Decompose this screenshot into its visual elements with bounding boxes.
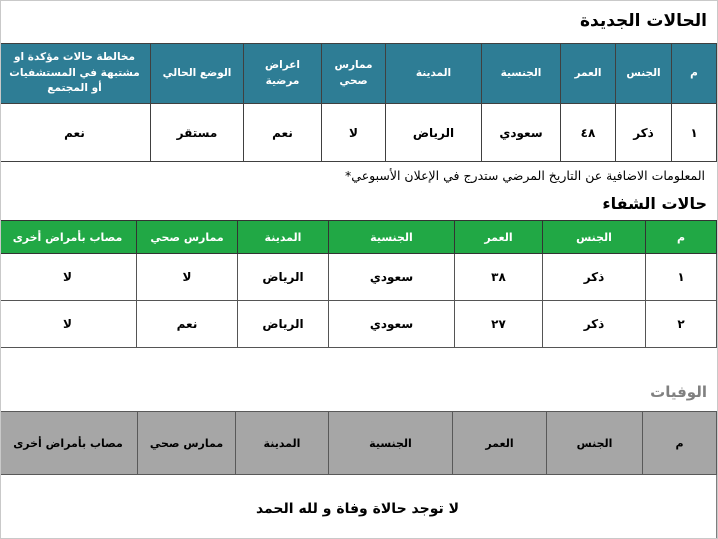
header-cell-serial: م [672, 44, 717, 104]
recoveries-row [0, 254, 717, 301]
header-cell-city: المدينة [386, 44, 482, 104]
cell-nationality: سعودي [329, 254, 455, 301]
cell-gender: ذكر [543, 301, 646, 348]
new-cases-row [0, 104, 717, 162]
cell-age: ٢٧ [455, 301, 543, 348]
header-cell-health-worker: ممارس صحي [137, 221, 238, 254]
header-cell-nationality: الجنسية [329, 412, 453, 475]
header-cell-other-diseases: مصاب بأمراض أخرى [0, 221, 137, 254]
cell-age: ٣٨ [455, 254, 543, 301]
header-cell-serial: م [643, 412, 717, 475]
header-cell-current-status: الوضع الحالي [151, 44, 244, 104]
cell-city: الرياض [386, 104, 482, 162]
cell-health-worker: لا [322, 104, 386, 162]
cell-serial: ١ [672, 104, 717, 162]
weekly-announcement-footnote: المعلومات الاضافية عن التاريخ المرضي ستدرج في الإعلان الأسبوعي* [345, 168, 705, 183]
cell-age: ٤٨ [561, 104, 616, 162]
new-cases-title: الحالات الجديدة [579, 11, 707, 31]
recoveries-title: حالات الشفاء [602, 194, 707, 213]
header-cell-symptoms: اعراض مرضية [244, 44, 322, 104]
header-cell-serial: م [646, 221, 717, 254]
header-cell-city: المدينة [238, 221, 329, 254]
cell-gender: ذكر [543, 254, 646, 301]
header-cell-other-diseases: مصاب بأمراض أخرى [0, 412, 138, 475]
header-cell-contact: مخالطة حالات مؤكدة او مشتبهة في المستشفيات أو المجتمع [0, 44, 151, 104]
cell-serial: ١ [646, 254, 717, 301]
header-cell-gender: الجنس [616, 44, 672, 104]
new-cases-table [0, 43, 717, 162]
deaths-header-row [0, 412, 717, 475]
new-cases-header-row [0, 44, 717, 104]
cell-city: الرياض [238, 254, 329, 301]
deaths-title: الوفيات [650, 383, 707, 401]
header-cell-city: المدينة [236, 412, 329, 475]
recoveries-header-row [0, 221, 717, 254]
cell-symptoms: نعم [244, 104, 322, 162]
header-cell-health-worker: ممارس صحي [322, 44, 386, 104]
cell-nationality: سعودي [482, 104, 561, 162]
header-cell-nationality: الجنسية [482, 44, 561, 104]
recoveries-row [0, 301, 717, 348]
cell-nationality: سعودي [329, 301, 455, 348]
cell-current-status: مستقر [151, 104, 244, 162]
deaths-empty-message: لا توجد حالاة وفاة و لله الحمد [0, 475, 717, 539]
cell-serial: ٢ [646, 301, 717, 348]
cell-gender: ذكر [616, 104, 672, 162]
header-cell-age: العمر [561, 44, 616, 104]
cell-health-worker: نعم [137, 301, 238, 348]
header-cell-age: العمر [453, 412, 547, 475]
header-cell-nationality: الجنسية [329, 221, 455, 254]
deaths-table [0, 411, 717, 539]
header-cell-health-worker: ممارس صحي [138, 412, 236, 475]
recoveries-table [0, 220, 717, 348]
header-cell-age: العمر [455, 221, 543, 254]
cell-other-diseases: لا [0, 254, 137, 301]
cell-contact: نعم [0, 104, 151, 162]
cell-city: الرياض [238, 301, 329, 348]
cell-other-diseases: لا [0, 301, 137, 348]
cell-health-worker: لا [137, 254, 238, 301]
header-cell-gender: الجنس [543, 221, 646, 254]
header-cell-gender: الجنس [547, 412, 643, 475]
deaths-empty-row [0, 475, 717, 539]
